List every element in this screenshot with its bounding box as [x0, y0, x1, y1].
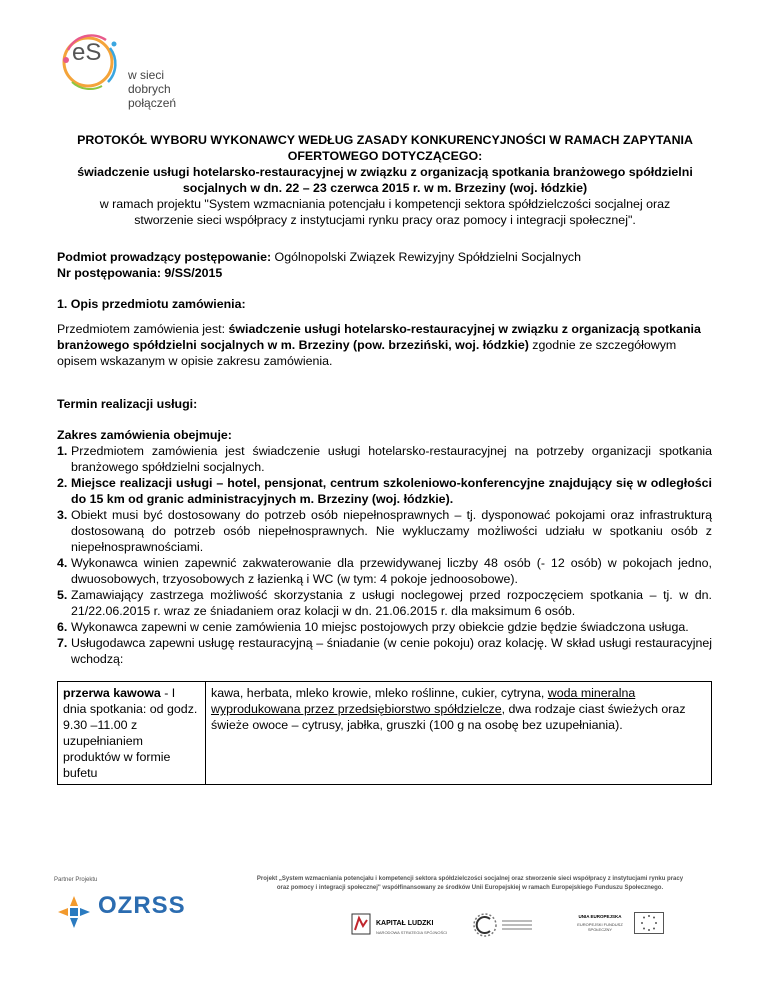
eu-flag-icon	[634, 912, 664, 934]
kapital-ludzki-emblem-icon	[350, 912, 372, 936]
title-line3: świadczenie usługi hotelarsko-restauracyjnej w związku z organizacją spotkania branżowego spółdzielni	[77, 165, 693, 179]
project-line1: Projekt „System wzmacniania potencjału i kompetencji sektora spółdzielczości socjalnej oraz stworzenie sieci współpracy z instytucjami rynku pracy	[256, 876, 684, 882]
title-line5: w ramach projektu "System wzmacniania potencjału i kompetencji sektora spółdzielczości socjalnej oraz	[99, 197, 671, 211]
cohesion-emblem-icon	[470, 910, 500, 940]
section1-paragraph	[57, 321, 712, 369]
table-cell-service	[58, 682, 206, 785]
list-item: 5. Zamawiający zastrzega możliwość skorzystania z usługi noclegowej przed rozpoczęciem spotkania – tj. w dn. 21/22.06.2015 r. wraz ze śniadaniem oraz kolacji w dn. 21.06.2015 r. dla maksimum 6 osób.	[57, 588, 712, 618]
scope-section	[57, 427, 712, 667]
list-item: 4. Wykonawca winien zapewnić zakwaterowanie dla przewidywanej liczby 48 osób (- 12 osób) w pokojach jedno, dwuosobowych, trzyosobowych z łazienką i WC (w tym: 4 pokoje jednoosobowe).	[57, 556, 712, 586]
section1-intro: Przedmiotem zamówienia jest:	[57, 322, 229, 336]
entity-label: Podmiot prowadzący postępowanie:	[57, 250, 272, 264]
list-item: 2. Miejsce realizacji usługi – hotel, pensjonat, centrum szkoleniowo-konferencyjne znajdujący się w odległości do 15 km od granic administracyjnych m. Brzeziny (woj. łódzkie).	[57, 476, 712, 506]
logo-line2: dobrych połączeń	[128, 82, 177, 110]
coffee-break-detail: - I dnia spotkania: od godz. 9.30 –11.00 z uzupełnianiem produktów w formie bufetu	[63, 686, 198, 780]
procedure-number: Nr postępowania: 9/SS/2015	[57, 266, 223, 280]
table-cell-description	[206, 682, 712, 785]
section1-tail: zgodnie ze szczegółowym opisem wskazanym w opisie zakresu zamówienia.	[57, 338, 677, 368]
title-line2: OFERTOWEGO DOTYCZĄCEGO:	[287, 149, 483, 163]
logo-mark: eS	[72, 39, 102, 66]
eu-subtitle: EUROPEJSKI FUNDUSZ SPOŁECZNY	[577, 922, 623, 932]
list-item: 7. Usługodawca zapewni usługę restauracyjną – śniadanie (w cenie pokoju) oraz kolację. W skład usługi restauracyjnej wchodzą:	[57, 636, 712, 666]
desc-part-a: kawa, herbata, mleko krowie, mleko roślinne, cukier, cytryna,	[211, 686, 548, 700]
title-line6: stworzenie sieci współpracy z instytucjami rynku pracy oraz pomocy i integracji społecznej".	[134, 213, 636, 227]
section1-heading: 1. Opis przedmiotu zamówienia:	[57, 297, 246, 311]
coffee-break-label: przerwa kawowa	[63, 686, 161, 700]
page-footer	[40, 866, 730, 976]
eu-title: UNIA EUROPEJSKA	[578, 914, 622, 919]
restaurant-service-table	[57, 681, 712, 785]
title-line4: socjalnych w dn. 22 – 23 czerwca 2015 r. w m. Brzeziny (woj. łódzkie)	[182, 181, 588, 195]
document-title	[60, 132, 710, 228]
entity-value: Ogólnopolski Związek Rewizyjny Spółdzielni Socjalnych	[271, 250, 582, 264]
desc-part-b: , dwa rodzaje ciast świeżych oraz świeże owoce – cytrusy, jabłka, gruszki (100 g na osobę bez uzupełniania).	[211, 702, 686, 732]
conducting-entity	[57, 249, 712, 265]
logo-line1: w sieci	[128, 68, 165, 82]
kl-title: KAPITAŁ LUDZKI	[376, 920, 434, 927]
ozrss-logo-icon	[56, 894, 92, 930]
list-item: 6. Wykonawca zapewni w cenie zamówienia 10 miejsc postojowych przy obiekcie gdzie będzie świadczona usługa.	[57, 620, 689, 634]
es-logo	[58, 30, 218, 110]
list-item: 3. Obiekt musi być dostosowany do potrzeb osób niepełnosprawnych – tj. dysponować pokojami oraz infrastrukturą dostosowaną do potrzeb osób niepełnosprawnych. Nie wykluczamy możliwości udziału w spotkaniu osób z niepełnosprawnościami.	[57, 508, 712, 554]
cohesion-text-icon	[502, 918, 532, 932]
table-row	[58, 682, 712, 785]
kl-subtitle: NARODOWA STRATEGIA SPÓJNOŚCI	[376, 930, 448, 935]
scope-heading: Zakres zamówienia obejmuje:	[57, 428, 232, 442]
title-line1: PROTOKÓŁ WYBORU WYKONAWCY WEDŁUG ZASADY KONKURENCYJNOŚCI W RAMACH ZAPYTANIA	[77, 133, 693, 147]
project-line2: oraz pomocy i integracji społecznej" współfinansowany ze środków Unii Europejskiej w ramach Europejskiego Funduszu Społecznego.	[276, 885, 664, 891]
desc-underlined: woda mineralna wyprodukowana przez przedsiębiorstwo spółdzielcze	[211, 686, 636, 716]
list-item: 1. Przedmiotem zamówienia jest świadczenie usługi hotelarsko-restauracyjnej na potrzeby organizacji spotkania branżowego spółdzielni socjalnych.	[57, 444, 712, 474]
partner-name: OZRSS	[98, 892, 186, 919]
partner-label: Partner Projektu	[54, 877, 98, 883]
section1-bold: świadczenie usługi hotelarsko-restauracyjnej w związku z organizacją spotkania branżowego spółdzielni socjalnych w m. Brzeziny (pow. brzeziński, woj. łódzkie)	[57, 322, 701, 352]
term-heading: Termin realizacji usługi:	[57, 397, 198, 411]
